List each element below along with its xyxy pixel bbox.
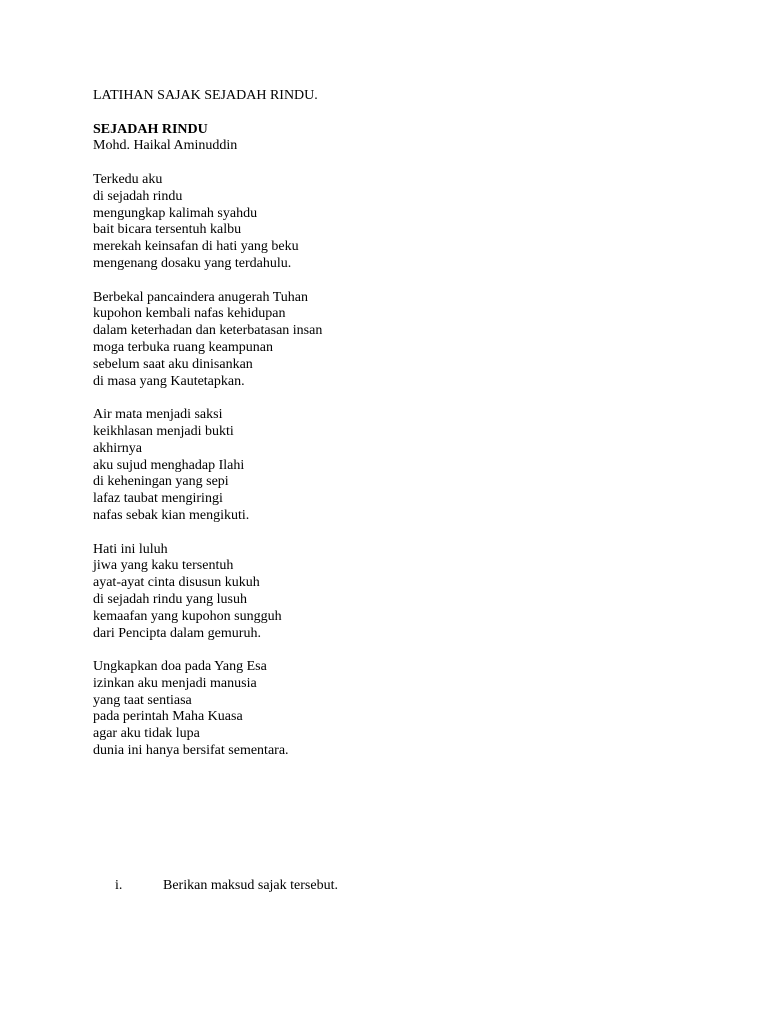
poem-author: Mohd. Haikal Aminuddin: [93, 138, 238, 154]
poem-line: dari Pencipta dalam gemuruh.: [93, 625, 261, 641]
poem-line: akhirnya: [93, 440, 142, 456]
poem-title: SEJADAH RINDU: [93, 121, 208, 137]
stanza-3: [93, 407, 733, 525]
poem-line: merekah keinsafan di hati yang beku: [93, 239, 299, 255]
poem-line: agar aku tidak lupa: [93, 726, 200, 742]
stanza-4: [93, 542, 733, 643]
poem-line: aku sujud menghadap Ilahi: [93, 457, 245, 473]
poem-line: di masa yang Kautetapkan.: [93, 373, 245, 389]
spacer: [93, 155, 733, 172]
poem-line: dalam keterhadan dan keterbatasan insan: [93, 323, 323, 339]
poem-line: Air mata menjadi saksi: [93, 407, 223, 423]
poem-line: lafaz taubat mengiringi: [93, 491, 223, 507]
poem-line: sebelum saat aku dinisankan: [93, 356, 253, 372]
document-content: [93, 88, 733, 760]
stanza-1: [93, 172, 733, 273]
poem-line: izinkan aku menjadi manusia: [93, 675, 257, 691]
poem-line: Berbekal pancaindera anugerah Tuhan: [93, 289, 308, 305]
poem-line: Terkedu aku: [93, 171, 163, 187]
spacer: [93, 390, 733, 407]
spacer: [93, 642, 733, 659]
poem-line: di sejadah rindu yang lusuh: [93, 591, 247, 607]
question-text: Berikan maksud sajak tersebut.: [163, 878, 338, 893]
stanza-2: [93, 290, 733, 391]
poem-line: bait bicara tersentuh kalbu: [93, 222, 242, 238]
poem-line: mengungkap kalimah syahdu: [93, 205, 258, 221]
poem-line: Ungkapkan doa pada Yang Esa: [93, 659, 267, 675]
poem-line: Hati ini luluh: [93, 541, 168, 557]
poem-line: ayat-ayat cinta disusun kukuh: [93, 575, 260, 591]
poem-line: moga terbuka ruang keampunan: [93, 339, 273, 355]
poem-line: nafas sebak kian mengikuti.: [93, 507, 250, 523]
poem-line: di sejadah rindu: [93, 188, 183, 204]
stanza-5: [93, 659, 733, 760]
poem-line: mengenang dosaku yang terdahulu.: [93, 255, 292, 271]
question-number: i.: [115, 878, 123, 893]
poem-line: keikhlasan menjadi bukti: [93, 423, 234, 439]
poem-line: kemaafan yang kupohon sungguh: [93, 608, 282, 624]
poem-line: di keheningan yang sepi: [93, 474, 229, 490]
exercise-heading: LATIHAN SAJAK SEJADAH RINDU.: [93, 88, 318, 103]
poem-line: yang taat sentiasa: [93, 692, 192, 708]
spacer: [93, 105, 733, 122]
spacer: [93, 525, 733, 542]
poem-line: pada perintah Maha Kuasa: [93, 709, 243, 725]
poem-line: dunia ini hanya bersifat sementara.: [93, 743, 289, 759]
poem-line: kupohon kembali nafas kehidupan: [93, 306, 286, 322]
poem-line: jiwa yang kaku tersentuh: [93, 558, 234, 574]
spacer: [93, 273, 733, 290]
